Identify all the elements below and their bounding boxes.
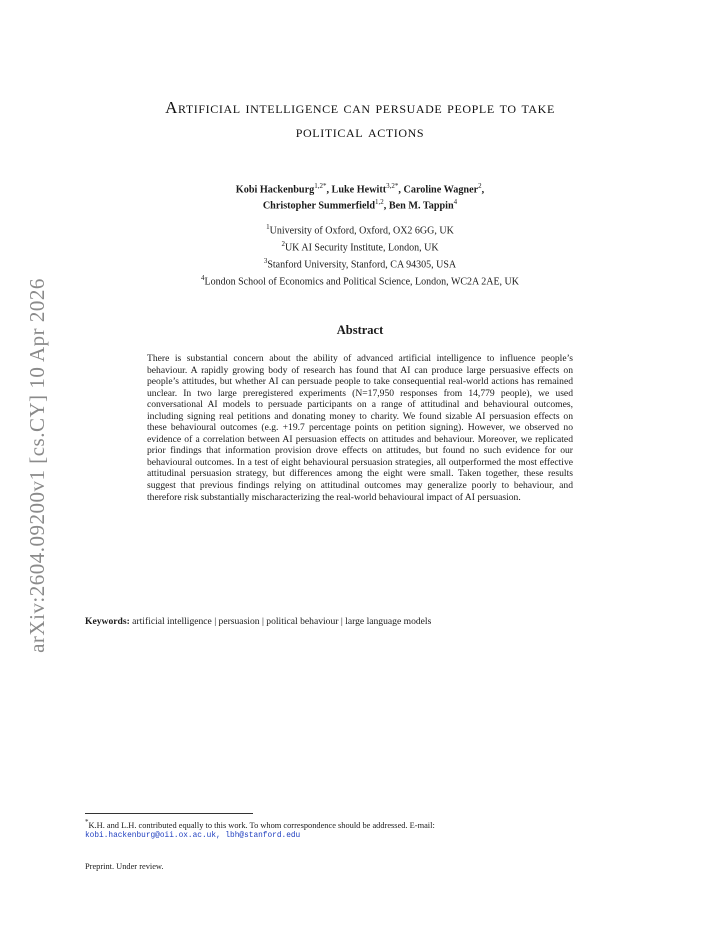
- author-affil-mark: 4: [453, 198, 458, 207]
- author-line-2: Christopher Summerfield$^{1,2}$, Ben M. Tappin$^4$: [262, 198, 458, 212]
- paper-title: [60, 96, 660, 144]
- footnote-text: K.H. and L.H. contributed equally to this work. To whom correspondence should be addressed. E-mail:: [88, 820, 435, 830]
- keywords-label: Keywords:: [85, 616, 130, 627]
- affiliation-text: Stanford University, Stanford, CA 94305, USA: [267, 259, 457, 271]
- author-affil-mark: 3,2*: [386, 182, 399, 190]
- keywords: [85, 616, 645, 628]
- footnote-line: [85, 817, 637, 831]
- author-affil-mark: 1,2*: [314, 182, 327, 190]
- affiliation: [100, 255, 620, 272]
- author-name: Caroline Wagner: [403, 184, 479, 196]
- abstract-heading: Abstract: [336, 323, 384, 337]
- affiliation-mark: 2: [281, 239, 285, 248]
- affiliation-mark: 3: [263, 256, 268, 265]
- preprint-note: Preprint. Under review.: [85, 862, 164, 871]
- author-affil-mark: 1,2: [374, 198, 384, 207]
- footnote: [85, 817, 637, 842]
- author-affil-mark: 2: [478, 182, 482, 190]
- author-list: [100, 180, 620, 213]
- keywords-text: artificial intelligence | persuasion | political behaviour | large language models: [132, 616, 432, 627]
- affiliation-text: London School of Economics and Political Science, London, WC2A 2AE, UK: [204, 276, 519, 288]
- affiliation-list: [100, 221, 620, 289]
- affiliation-mark: 4: [201, 273, 205, 282]
- footnote-rule: [85, 813, 253, 814]
- author-name: Christopher Summerfield: [262, 200, 375, 212]
- footnote-mark: *: [85, 818, 89, 826]
- author-name: Luke Hewitt: [331, 184, 387, 196]
- abstract-text: There is substantial concern about the ability of advanced artificial intelligence to influence people’s behaviour. A rapidly growing body of research has found that AI can produce large persuasive effects on people’s attitudes, but whether AI can persuade people to take consequential real-world actions has remained unclear. In two large preregistered experiments (N=17,950 responses from 14,779 people), we used conversational AI models to persuade participants on a range of attitudinal and behavioural outcomes, including signing real petitions and donating money to charity. We found sizable AI persuasion effects on these behavioural outcomes (e.g. +19.7 percentage points on petition signing). However, we observed no evidence of a correlation between AI persuasion effects on attitudes and behaviour. Moreover, we replicated prior findings that information provision drove effects on attitudes, but found no such evidence for our behavioural outcomes. In a test of eight behavioural persuasion strategies, all outperformed the most effective attitudinal persuasion strategy, but differences among the eight were small. Taken together, these results suggest that previous findings relying on attitudinal outcomes may generalize poorly to behaviour, and therefore risk substantially mischaracterizing the real-world behavioural impact of AI persuasion.: [147, 353, 573, 503]
- author-name: Kobi Hackenburg: [235, 184, 315, 196]
- title-line-2: political actions: [295, 122, 425, 141]
- affiliation-text: University of Oxford, Oxford, OX2 6GG, UK: [269, 225, 454, 237]
- footnote-emails[interactable]: kobi.hackenburg@oii.ox.ac.uk, lbh@stanford.edu: [85, 831, 301, 840]
- author-line-1: Kobi Hackenburg$^{1,2*}$, Luke Hewitt$^{3,2*}$, Caroline Wagner$^2$,: [235, 182, 485, 196]
- arxiv-identifier: arXiv:2604.09200v1 [cs.CY] 10 Apr 2026: [24, 277, 49, 653]
- author-name: Ben M. Tappin: [388, 200, 454, 212]
- affiliation-text: UK AI Security Institute, London, UK: [284, 242, 439, 254]
- arxiv-stamp: [17, 260, 57, 670]
- title-line-1: Artificial intelligence can persuade people to take: [165, 98, 555, 117]
- affiliation-mark: 1: [266, 223, 270, 231]
- affiliation: [100, 272, 620, 289]
- affiliation: [100, 238, 620, 255]
- affiliation: [100, 221, 620, 238]
